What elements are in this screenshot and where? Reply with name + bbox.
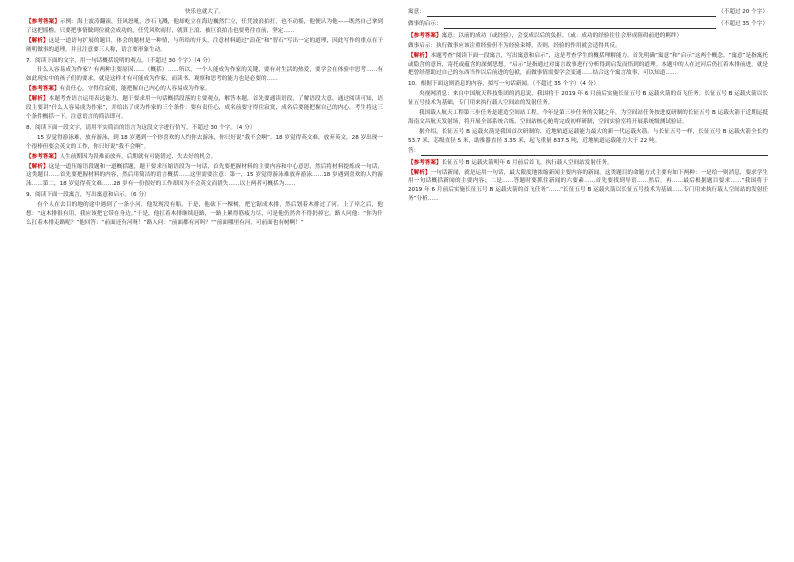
answer-line[interactable] — [421, 149, 768, 156]
answer-8: 【参考答案】人生前期因为畏难而放弃，后期就有可能错过、失去好的机会。 — [26, 153, 217, 160]
top-line: 快乐也就大了。 — [184, 9, 225, 15]
blank-moral-label: 寓意： — [408, 9, 425, 15]
question-7: 7．阅读下面的文字，用一句话概括说明的观点。（不超过 30 个字）（4 分） — [26, 57, 214, 64]
answer-9: 【参考答案】寓意：以前的成功（或经验），会变成以后的负担。（或：成功的经验往往会形成阻碍前进的羁绊） — [408, 32, 683, 39]
blank-lesson-hint: （不超过 35 个字） — [718, 20, 768, 27]
explain-6: 【解析】这是一道语句扩展的题目，体会的题材是一种情，与所给的开头，注意材料通过“浪花”和“智石”写出一定的道理，因此写作的重点在于阐明做事的道理，并且注意要三人称，语言要形象生动。 — [26, 37, 383, 53]
question-7-text: 什么人容易成为作家？有两种主要原因……（概括）……所以，一个人能成为作家的关键，要有对生活的热爱，要学会在体验中思考……有如此现实中的孩子们的要求，就是这样才有可能成为作家，而读书、观察和思考的能力也是必要的…… — [26, 67, 383, 83]
answer-7: 【参考答案】有责任心，守得住寂寞，能把握自己内心的人容易成为作家。 — [26, 86, 211, 93]
explain-tag: 【解析】 — [26, 37, 49, 44]
question-10-text-2: 我国载人航天工程第三步任务是建造空间站工程。今年是第三步任务的关键之年，为空间站任务按进度研制的长征五号 B 运载火箭于近期运抵海南文昌航天发射场，将开展全部系统合练，空间站核心舱将完成初样研制，空间实验室将开展系统级测试验证。 — [408, 110, 768, 125]
question-10: 10．根据下面这则消息的内容，拟写一句话新闻。（不超过 35 个字）（4 分） — [408, 81, 599, 88]
blank-lesson-label: 做事的启示： — [408, 20, 442, 27]
answer-6: 【参考答案】示例：海上波涛翻滚，狂风怒吼，沙石飞溅，他却屹立在海边巍然伫立，任凭波浪拍打，也不动摇，他便认为他——既然自己拿到了这把摇橹，只要把事情做到位就会成功的，任凭风吹雨打，就算上浪、被巨浪拍击也要勇往直前，坚定…… — [26, 18, 383, 34]
question-8: 8．阅读下面一段文字，请用平实简洁的语言为这段文字进行仿写，不超过 30 个字。（4 分） — [26, 124, 256, 131]
explain-8: 【解析】这是一道压缩语段题和一道概括题，题干要求压缩语段为一句话，首先要把握材料的主要内容和中心意思，然后将材料提炼成一句话，这类题目……首先要把握材料的内容，然后用简洁的语言概括……这里需要注意：第一，15 岁觉得游泳难放弃游泳……18 岁遇到喜欢的人约游泳……第二，18 岁觉得英文难……28 岁有一份很好的工作却因为不会英文而错失……以上两者可概括为…… — [26, 163, 383, 188]
right-column — [408, 8, 768, 205]
question-9: 9．阅读下面一段寓言，写出寓意和启示。（6 分） — [26, 192, 150, 199]
blank-moral-line[interactable] — [427, 10, 716, 17]
question-10-text-3: 据介绍，长征五号 B 运载火箭是我国首次研制的、近地轨道运载能力最大的新一代运载火箭。与长征五号一样，长征五号 B 运载火箭全长约 53.7 米，芯级直径 5 米，助推器直径 3.35 米，起飞重量 837.5 吨，近地轨道运载能力大于 22 吨。 — [408, 128, 768, 144]
blank-moral — [408, 8, 768, 17]
explain-10: 【解析】一句话新闻，就是运用一句话，最大限度地浓缩新闻主要内容的新闻。这类题目的命题方式主要有如下两种：一是给一则消息，要求学生用一句话概括新闻的主要内容；二是……答题时要抓住新闻的六要素……首先要找到导语……然后，再……最后根据题目要求……“我国将于 2019 年 6 月前后实施长征五号 B 运载火箭的首飞任务”……“长征五号 B 运载火箭以长征五号技术为基础……专门用来执行载人空间站的发射任务”分析…… — [408, 169, 768, 203]
answer-9b: 做事启示：执行做事应该注重经验但不为经验束缚，否则，经验的作用就会适得其反。 — [408, 42, 621, 49]
question-10-text-1: 央视网消息：来自中国航天科技集团的消息说，我国将于 2019 年 6 月前后实施长征五号 B 运载火箭的首飞任务。长征五号 B 运载火箭以长征五号技术为基础，专门用来执行载人空间站的发射任务。 — [408, 91, 768, 107]
left-column — [26, 8, 383, 229]
question-9-text: 有个人在去目的地的途中遇到了一条小河，他发现没有船，于是，他砍下一棵树，把它锯成木排，然后划着木排过了河。上了岸之后，他想：“这木排很有用，我应该把它带在身边。”于是，他扛着木排继续赶路，一路上累得筋疲力尽，可是他仍然舍不得扔掉它。路人问他：“你为什么扛着木排走路呢？”他回答：“前面还有河呀！”路人问：“前面都有河吗？”“前面哪里有河，可前面也有树啊！” — [26, 202, 383, 226]
answer-blank-10 — [408, 147, 768, 156]
explain-9: 【解析】本题考查“阅读下面一段寓言，写出寓意和启示”，这是考查学生的概括理解能力。首先明确“寓意”和“启示”这两个概念。“寓意”是指寓托或隐含的意旨，寄托或蕴含的深刻思想。“启示”是指通过对寓言故事进行分析得到启发而悟到的道理。本题中的人在过河后仍扛着木排前进，就是把曾经帮助过自己的东西当作以后前进的包袱，而做事情需要学会变通……结合这个寓言故事，可以知道…… — [408, 52, 768, 77]
blank-lesson-line[interactable] — [444, 22, 717, 29]
blank-lesson — [408, 20, 768, 29]
blank-moral-hint: （不超过 20 个字） — [718, 9, 768, 15]
answer-tag: 【参考答案】 — [26, 18, 61, 25]
explain-7: 【解析】本题考查语言运用表达能力，题干要求用一句话概括段落的主要观点，解答本题，首先要通读语段，了解语段大意，通过阅读可知，语段主要讲“什么人容易成为作家”，并给出了成为作家的三个条件：要有责任心，成名前要守得住寂寞，成名后要能把握自己的内心。考生将这三个条件概括一下，注意语言的简洁即可。 — [26, 96, 383, 120]
answer-label: 答： — [408, 147, 420, 154]
answer-10: 【参考答案】长征五号 B 运载火箭明年 6 月前后首飞，执行载人空间站发射任务。 — [408, 159, 613, 166]
question-8-text: 15 岁觉得游泳难，放弃游泳，到 18 岁遇到一个你喜欢的人约你去游泳，你只好说“我不会啊”。18 岁觉得英文难，放弃英文，28 岁出现一个很棒但要会英文的工作，你只好说“我不会啊”。 — [26, 134, 383, 150]
